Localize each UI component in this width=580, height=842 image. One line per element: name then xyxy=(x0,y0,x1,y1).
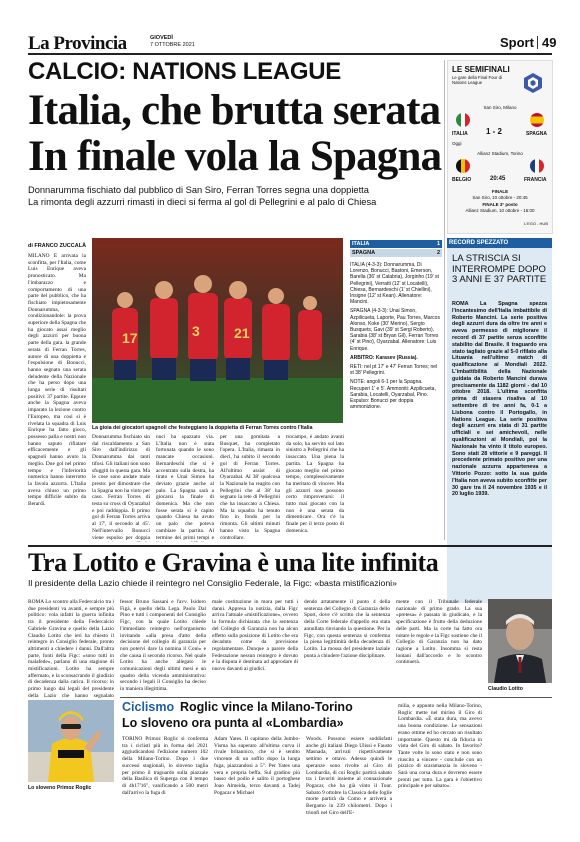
lead-byline: di FRANCO ZUCCALÀ xyxy=(28,243,87,249)
masthead xyxy=(28,30,557,54)
match1-venue: San Siro, Milano xyxy=(483,105,517,110)
france-flag-icon xyxy=(530,159,544,173)
tabellino-note: NOTE: angoli 6-1 per la Spagna. Recuperi 1' e 5'. Ammoniti: Azpilicueta, Sarabia, Locatelli, Oyarzabal, Pino. Espulso: Bonucci per doppia ammonizione. xyxy=(350,379,436,411)
section-name: Sport xyxy=(500,35,534,50)
page-number: 49 xyxy=(542,35,557,50)
section-rule-1 xyxy=(28,545,552,547)
italy-flag-icon xyxy=(456,113,470,127)
finale-label: FINALE xyxy=(491,189,509,194)
lotito-body-col2: fessor Bruno Sassani e l'avv. Isidoro Figà, e quello della Lega. Paolo Dal Pino e tutti i componenti del Consiglio Figc, con la quale Lotito chiede l'immediato reintegro nell'organismo invitando «alla presa d'atto della decisione del collegio di garanzia per non potervi dare la nomina il Coni» e che causa il secondo ricorso. Nel quale Lotito ha anche allegato le comunicazioni degli ultimi mesi e un quadro della vicenda amministrativa: secondo i legali il Consiglio ha deciso in maniera illegittima. xyxy=(120,599,206,693)
svg-text:21: 21 xyxy=(234,325,250,341)
lead-photo xyxy=(92,238,343,423)
match2-venue: Allianz Stadium, Torino xyxy=(477,151,523,156)
tabellino-lineups xyxy=(350,262,442,432)
match2-team-b: FRANCIA xyxy=(524,177,547,183)
masthead-rule xyxy=(28,53,552,55)
lotito-body-col3: male costituzione in mora per tutti i danni. Appresa la notizia, dalla Figc arriva l'attuale «mistificazione», ovvero la formula dichiarata che la sentenza del Collegio di Garanzia non ha alcun effetto sulla posizione di Lotito che era decaduto come da previsione regolamentare. Dunque a parere della Federazione nessun reintegro è dovuto e la disputa è destinata ad approdare di nuovo davanti ai giudici. xyxy=(212,599,298,673)
match2-team-a: BELGIO xyxy=(452,177,472,183)
score-box xyxy=(350,240,442,258)
ciclismo-kicker: Ciclismo xyxy=(122,700,175,714)
lotito-subheadline: Il presidente della Lazio chiede il reintegro nel Consiglio Federale, la Figc: «basta mistificazioni» xyxy=(28,578,397,588)
lotito-body-col1: ROMA Lo scontro alla Federcalcio tra i due presidenti va avanti, e sempre più politico: vola infatti la guerra infinita tra il presidente della Federcalcio Gabriele Gravina e quello della Lazio Claudio Lotito che ieri ha chiesto il reintegro in Consiglio federale, pronto altrimenti a chiedere i danni. Dall'altra parte, fonti della Figc: «sono tutti in malafede», parlano di una stagione di mistificazioni. Lotito ha sempre affermato, e la sconsacrando il giudizio di decadenza dalla carica. Il ricorso: in primo luogo dai legali del presidente della Lazio che hanno segnalato xyxy=(28,599,114,699)
ciclismo-rule xyxy=(120,697,552,698)
lotito-photo xyxy=(488,599,552,683)
graphic-credit: L'EGO - HUB xyxy=(524,221,548,226)
ciclismo-headline-1: Roglic vince la Milano-Torino xyxy=(180,700,353,714)
column-rule xyxy=(444,60,445,540)
terzo-posto-label: FINALE 3° posto xyxy=(482,202,518,207)
semifinali-box xyxy=(447,60,553,234)
record-title: LA STRISCIA SI INTERROMPE DOPO 3 ANNI E 37 PARTITE xyxy=(452,253,547,285)
spain-flag-icon xyxy=(530,113,544,127)
tabellino-italia: ITALIA (4-3-3): Donnarumma, Di Lorenzo, Bonucci, Bastoni, Emerson, Barella (36' st Calabria), Jorginho (19' st Pellegrini), Verratti (12' st Locatelli), Chiesa, Bernardeschi (1' st Chiellini), Insigne (12' st Kean). Allenatore: Mancini. xyxy=(350,262,439,306)
match1-score: 1 - 2 xyxy=(486,127,503,136)
tabellino-spagna: SPAGNA (4-3-3): Unai Simon, Azpilicueta, Laporte, Pau Torres, Marcos Alonso, Koke (30' Merino), Sergio Busquets, Gavi (39' st Sergi Roberto), Sarabia (38' st Bryan Gil), Ferran Torres (4' st Pino), Oyarzabal. Allenatore: Luis Enrique. xyxy=(350,308,440,352)
lead-subheadline-1: Donnarumma fischiato dal pubblico di San Siro, Ferran Torres segna una doppietta xyxy=(28,185,369,195)
terzo-posto-info: Allianz Stadium, 10 ottobre - 15:00 xyxy=(465,208,535,213)
ciclismo-photo xyxy=(28,700,114,782)
lotito-photo-caption: Claudio Lotito xyxy=(488,686,523,692)
lead-body-col3: nuci ha spazzato via. L'Italia non è stata fortunata quando le sono mancate occasioni. Bernardeschi che si è accentrato sulla destra, ha tirato e Unai Simon ha deviato grazie anche al palo. La Spagna sarà a giocarsi la finale di domenica. Ma che non fosse serata si è capito quando Chiesa ha avuto un palo che poteva cambiare la partita. Al termine dei primi tempi e xyxy=(156,434,214,541)
nations-league-logo xyxy=(520,71,546,97)
lotito-body-col5: mente con il Tribunale federale nazionale di primo grado. La sua «pretesa» è passata in giudicato, e la specificazione è frutto della deduzione delle parti. Ma la corte ha fatto ora notare le regole e la Figc sostiene che il Collegio di Garanzia non ha dato ragione a Lotito. Insomma si resta lontani dall'accordo e lo scontro continuerà. xyxy=(396,599,482,666)
belgium-flag-icon xyxy=(456,159,470,173)
score-row-italia xyxy=(350,240,442,248)
issue-day: GIOVEDÌ xyxy=(150,35,173,41)
lead-kicker: CALCIO: NATIONS LEAGUE xyxy=(28,58,341,85)
record-tag: RECORD SPEZZATO xyxy=(447,238,552,248)
team-a-score: 1 xyxy=(436,241,440,247)
lotito-body-col4: dendo artatamente il punto 4 della sentenza del Collegio di Garanzia dello Sport, dove c'è scritto che la sentenza della Corte federale d'appello era stata annullata rinviando la questione. Per la Figc, con questa sentenza si conferma la piena legittimità della decadenza di Lotito. La mossa del presidente laziale punta a chiudere l'azione disciplinare. xyxy=(304,599,390,659)
team-b-name: SPAGNA xyxy=(352,250,376,256)
score-row-spagna xyxy=(350,249,442,257)
section-divider xyxy=(537,36,538,49)
lead-body-col5: trocampo, è andato avanti da solo, ha servito sul lato sinistro a Pellegrini che ha insaccato. Una piena la partita. La Spagna ha giocato meglio nel primo tempo, complessivamente ha meritato di vincere. Ma gli azzurri non possono certo rimproverarsi: il tutto mai giocato con la non è una serata da dimenticare. Ora c'è la finale per il terzo posto di domenica. xyxy=(286,434,344,534)
ciclismo-headline-2: Lo sloveno ora punta al «Lombardia» xyxy=(122,716,344,730)
svg-text:3: 3 xyxy=(192,323,200,339)
ciclismo-body-col4: milia, e appunto nella Milano-Torino, Roglic mette nel mirino il Giro di Lombardia. «È stata dura, ma avevo una buona condizione. Le sensazioni erano ottime ed ho cercato un risultato importante. Questo mi dà fiducia in vista del Giro di sabato. In favorito? Tante volte lo sono stato e non sono riuscito a vincere - conclude con un pizzico di scaramanzia lo sloveno - Sarà una corsa dura e dovremo essere pronti per tutto. La gara è l'obiettivo principale e per sabato». xyxy=(398,703,482,790)
finale-info: San Siro, 10 ottobre - 20:45 xyxy=(472,195,528,200)
tabellino-reti: RETI: nel pt 17' e 47' Ferran Torres; nel st 38' Pellegrini. xyxy=(350,364,438,377)
team-a-name: ITALIA xyxy=(352,241,370,247)
newspaper-name: La Provincia xyxy=(28,33,127,54)
tabellino-arbitro: ARBITRO: Karasev (Russia). xyxy=(350,354,418,361)
ciclismo-photo-caption: Lo sloveno Primoz Roglic xyxy=(28,785,92,791)
record-body: ROMA La Spagna spezza l'incantesimo dell'Italia imbattibile di Roberto Mancini. La serie positiva degli azzurri dura da oltre tre anni e aveva permesso di migliorare il record di 37 partite senza sconfitte stabilito dal Brasile. Il traguardo era stato tagliato grazie al 5-0 rifilato alla Lituania nell'ultimo match di qualificazione ai Mondiali 2022. L'imbattibilità della Nazionale guidata da Roberto Mancini durava precisamente da 1182 giorni - dal 10 ottobre 2018. L'ultima sconfitta prima di stasera risaliva al 10 settembre di tre anni fa, 0-1 a Lisbona contro il Portogallo, in Nations League. La serie positiva degli azzurri era stata di 31 partite ufficiali e sei amichevoli, nelle qualificazioni ai Mondiali, poi la Nazionale ha vinto il titolo europeo. Sono stati 28 vittorie e 9 pareggi. Il precedente primato positivo per una nazionale azzurra apparteneva a Vittorio Pozzo: sotto la sua guida l'Italia non aveva subito sconfitte per 30 gare tra il 24 novembre 1935 e il 20 luglio 1939. xyxy=(452,301,547,498)
semifinali-subtitle: Le gare della Final Four di Nations League xyxy=(452,75,502,85)
lead-body-col4: per una gomitata a Busquet, ha completato l'opera. L'Italia, rimasta in dieci, ha subito il secondo gol di Ferran Torres. All'ultimo assist di Oyarzabal. Al 38' qualcosa la Nazionale ha reagito con Pellegrini che al 38' ha segnato la rete di Pellegrini che ha insaccato a Chiesa. Ma la squadra ha tenuto fino in fondo per la rimonta. Gli ultimi minuti hanno visto la Spagna controllare. xyxy=(220,434,280,541)
match1-team-b: SPAGNA xyxy=(526,131,548,137)
issue-date: 7 OTTOBRE 2021 xyxy=(150,42,195,48)
lead-body-col1: MILANO È arrivata la sconfitta, per l'Italia, come Luis Enrique aveva pronosticato. Ma l'imbarazzo e comportamento di una parte del pubblico, che ha fischiato impietosamente Donnarumma, condizionandole: la prova superiore della Spagna che ha giocato assai meglio degli azzurri per buona parte della gara. la grande serata di Ferran Torres, autore di una doppietta e l'espulsione di Bonucci, hanno segnato una serata deludente della Nazionale che ha perso dopo una lunga serie di risultati positivi: 37 partite. Eppure anche la Spagna aveva imparato la lezione contro l'Europeo, ma così si è rivelata la squadra di Luis Enrique ha fatto gioco, possesso palla e nostri non hanno saputo rifiatare efficacemente e gli spagnoli hanno avuto la meglio. Due gol nel primo tempo e l'inferiorità numerica hanno interrotto la favola azzurra. L'Italia aveva chiuso un primo tempo difficile subito da Berardi. xyxy=(28,253,86,508)
match1-team-a: ITALIA xyxy=(452,131,468,137)
oggi-label: Oggi xyxy=(452,141,462,146)
semifinali-title: LE SEMIFINALI xyxy=(452,65,510,74)
match2-time: 20:45 xyxy=(490,176,506,182)
record-sidebar xyxy=(447,238,552,603)
ciclismo-body-col1: TORINO Primoz Roglic si conferma tra i ciclisti più in forma del 2021 aggiudicandosi l'edizione numero 102 della Milano-Torino. Dopo i due successi stagionali, lo sloveno taglia per primo il traguardo sulla piazzale della Basilica di Superga con il tempo di 4h17'16", vanificando a 500 metri dall'arrivo la fuga di xyxy=(122,736,208,796)
lotito-headline: Tra Lotito e Gravina è una lite infinita xyxy=(28,548,439,577)
lead-headline-1: Italia, che brutta serata xyxy=(28,87,441,134)
svg-text:17: 17 xyxy=(122,330,138,346)
ciclismo-body-col2: Adam Yates. Il capitano della Jumbo-Visma ha superato all'ultima curva il rivale britannico, che si è sentito vincente di un soffio dopo la lunga fuga, piazzandosi a 5". Per Yates una vera e propria beffa. Sul gradino più basso del podio è salito il portoghese Joao Almeida, terzo davanti a Tadej Pogacar e Michael xyxy=(214,736,300,796)
lead-subheadline-2: La rimonta degli azzurri rimasti in dieci si ferma al gol di Pellegrini e al palo di Chiesa xyxy=(28,197,377,207)
lead-body-col2: Donnarumma fischiato sin dal riscaldamento a San Siro dall'indirizzo di Donnarumma dai tanti tifosi. Gli italiani non sono sfuggiti in questa gara. Ma le cose sono andate male presto: per dimostrare che la Spagna non ha vinto per caso. Ferran Torres di testa su cross di Oyarzabal e poi raddoppia. Il primo gol di Ferran Torres arriva al 17', il secondo al 45'. Nell'intervallo Bonucci viene espulso per doppia xyxy=(92,434,150,541)
team-b-score: 2 xyxy=(436,250,440,256)
lead-photo-caption: La gioia dei giocatori spagnoli che festeggiano la doppietta di Ferran Torres contro l'Italia xyxy=(92,425,313,431)
ciclismo-body-col3: Woods. Possono essere soddisfatti anche gli italiani Diego Ulissi e Fausto Masnada, arrivati rispettivamente settimo e ottavo. Adesso quindi le speranze sono rivolte al Giro di Lombardia, di cui Roglic partirà sabato tra i favoriti insieme al connazionale Pogacar, che ha già vinto il Tour. Sabato 9 ottobre la Classica delle foglie morte partirà da Como e arriverà a Bergamo in 239 chilometri. Dopo i trionfi nel Giro dell'E- xyxy=(306,736,392,814)
tabellino-continued xyxy=(350,434,442,542)
lead-headline-2: In finale vola la Spagna xyxy=(28,133,442,180)
